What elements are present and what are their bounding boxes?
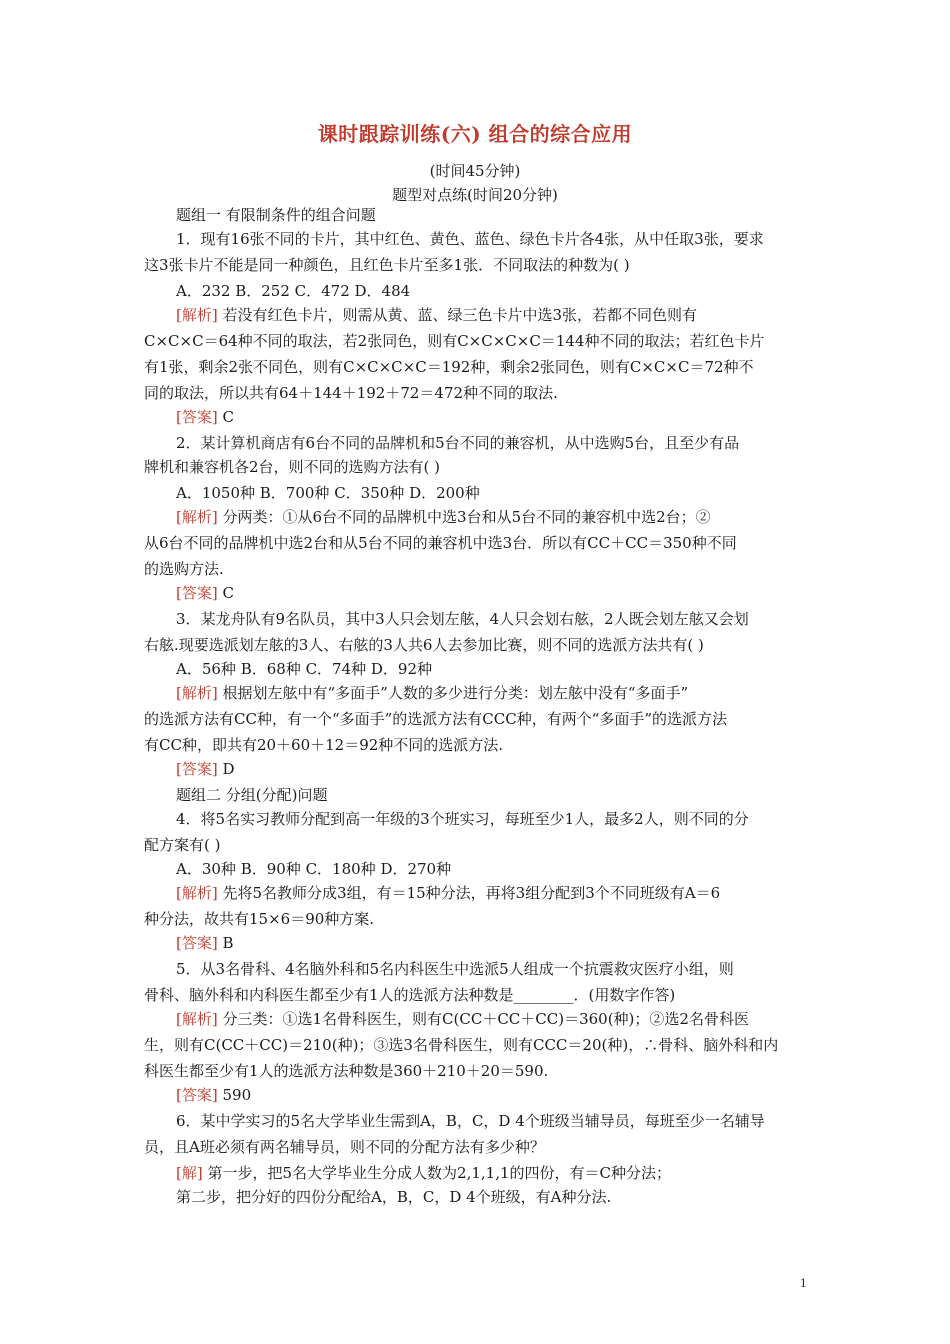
line-text: 配方案有( ) xyxy=(144,836,221,854)
text-line xyxy=(144,560,808,578)
solution-line xyxy=(176,508,808,526)
line-text: A．56种 B．68种 C．74种 D．92种 xyxy=(176,660,433,678)
solution-tag: [解析] xyxy=(176,306,218,324)
line-text: 从6台不同的品牌机中选2台和从5台不同的兼容机中选3台．所以有CC＋CC＝350种不同 xyxy=(144,534,737,552)
solution-line xyxy=(176,306,808,324)
text-line xyxy=(144,534,808,552)
text-line xyxy=(176,960,808,978)
line-text: 根据划左舷中有“多面手”人数的多少进行分类：划左舷中没有“多面手” xyxy=(217,684,689,702)
solution-tag: [解析] xyxy=(176,508,218,526)
line-text: 分三类：①选1名骨科医生，则有C(CC＋CC＋CC)＝360(种)；②选2名骨科医 xyxy=(217,1010,749,1028)
line-text: 有1张，剩余2张不同色，则有C×C×C×C＝192种，剩余2张同色，则有C×C×C＝72种不 xyxy=(144,358,754,376)
line-text: B xyxy=(217,934,234,952)
solution-tag: [答案] xyxy=(176,408,218,426)
line-text: 题组二 分组(分配)问题 xyxy=(176,786,328,804)
line-text: 2．某计算机商店有6台不同的品牌机和5台不同的兼容机，从中选购5台，且至少有品 xyxy=(176,434,740,452)
line-text: 种分法，故共有15×6＝90种方案. xyxy=(144,910,375,928)
line-text: 第一步，把5名大学毕业生分成人数为2,1,1,1的四份，有＝C种分法； xyxy=(202,1164,671,1182)
text-line xyxy=(144,710,808,728)
solution-line xyxy=(176,1010,808,1028)
line-text: 的选派方法有CC种，有一个“多面手”的选派方法有CCC种，有两个“多面手”的选派方法 xyxy=(144,710,728,728)
text-line xyxy=(176,610,808,628)
text-line xyxy=(176,434,808,452)
solution-tag: [解] xyxy=(176,1164,203,1182)
line-text: 这3张卡片不能是同一种颜色，且红色卡片至多1张．不同取法的种数为( ) xyxy=(144,256,630,274)
text-line xyxy=(144,1138,808,1156)
line-text: A．30种 B．90种 C．180种 D．270种 xyxy=(176,860,452,878)
solution-line xyxy=(176,584,808,602)
solution-line xyxy=(176,884,808,902)
text-line xyxy=(176,1188,808,1206)
line-text: C×C×C＝64种不同的取法，若2张同色，则有C×C×C×C＝144种不同的取法；若红色卡片 xyxy=(144,332,765,350)
line-text: 右舷.现要选派划左舷的3人、右舷的3人共6人去参加比赛，则不同的选派方法共有( ) xyxy=(144,636,704,654)
page-number: 1 xyxy=(800,1275,807,1290)
text-line xyxy=(144,986,808,1004)
line-text: 科医生都至少有1人的选派方法种数是360＋210＋20＝590. xyxy=(144,1062,549,1080)
line-text: A．232 B．252 C．472 D．484 xyxy=(176,282,411,300)
line-text: 题组一 有限制条件的组合问题 xyxy=(176,206,376,224)
line-text: 的选购方法. xyxy=(144,560,224,578)
text-line xyxy=(144,1062,808,1080)
solution-tag: [答案] xyxy=(176,584,218,602)
line-text: C xyxy=(217,408,234,426)
text-line xyxy=(144,636,808,654)
line-text: 1．现有16张不同的卡片，其中红色、黄色、蓝色、绿色卡片各4张，从中任取3张，要求 xyxy=(176,230,764,248)
text-line xyxy=(176,810,808,828)
text-line xyxy=(144,736,808,754)
text-line xyxy=(144,1036,808,1054)
line-text: 员，且A班必须有两名辅导员，则不同的分配方法有多少种？ xyxy=(144,1138,545,1156)
solution-line xyxy=(176,684,808,702)
solution-tag: [解析] xyxy=(176,684,218,702)
line-text: 牌机和兼容机各2台，则不同的选购方法有( ) xyxy=(144,458,441,476)
section-title: 题型对点练(时间20分钟) xyxy=(392,186,558,204)
line-text: 590 xyxy=(217,1086,252,1104)
solution-tag: [答案] xyxy=(176,1086,218,1104)
line-text: 6．某中学实习的5名大学毕业生需到A，B，C，D 4个班级当辅导员，每班至少一名辅导 xyxy=(176,1112,765,1130)
text-line xyxy=(144,256,808,274)
text-line xyxy=(144,458,808,476)
line-text: 5．从3名骨科、4名脑外科和5名内科医生中选派5人组成一个抗震救灾医疗小组，则 xyxy=(176,960,734,978)
solution-line xyxy=(176,1164,808,1182)
line-text: A．1050种 B．700种 C．350种 D．200种 xyxy=(176,484,480,502)
text-line xyxy=(176,484,808,502)
line-text: 骨科、脑外科和内科医生都至少有1人的选派方法种数是________．(用数字作答) xyxy=(144,986,676,1004)
solution-line xyxy=(176,1086,808,1104)
solution-line xyxy=(176,408,808,426)
time-note: (时间45分钟) xyxy=(429,162,521,180)
line-text: 生，则有C(CC＋CC)＝210(种)；③选3名骨科医生，则有CCC＝20(种)，∴骨科、脑外科和内 xyxy=(144,1036,779,1054)
text-line xyxy=(144,836,808,854)
text-line xyxy=(176,230,808,248)
text-line xyxy=(144,384,808,402)
line-text: 分两类：①从6台不同的品牌机中选3台和从5台不同的兼容机中选2台；② xyxy=(217,508,711,526)
line-text: D xyxy=(217,760,235,778)
text-line xyxy=(176,206,808,224)
text-line xyxy=(176,660,808,678)
text-line xyxy=(144,910,808,928)
line-text: 先将5名教师分成3组，有＝15种分法，再将3组分配到3个不同班级有A＝6 xyxy=(217,884,721,902)
line-text: C xyxy=(217,584,234,602)
text-line xyxy=(176,786,808,804)
text-line xyxy=(176,860,808,878)
solution-tag: [答案] xyxy=(176,934,218,952)
line-text: 同的取法，所以共有64＋144＋192＋72＝472种不同的取法. xyxy=(144,384,558,402)
line-text: 有CC种，即共有20＋60＋12＝92种不同的选派方法. xyxy=(144,736,504,754)
solution-tag: [解析] xyxy=(176,884,218,902)
line-text: 4．将5名实习教师分配到高一年级的3个班实习，每班至少1人，最多2人，则不同的分 xyxy=(176,810,749,828)
text-line xyxy=(176,1112,808,1130)
line-text: 3．某龙舟队有9名队员，其中3人只会划左舷，4人只会划右舷，2人既会划左舷又会划 xyxy=(176,610,749,628)
document-title: 课时跟踪训练(六) 组合的综合应用 xyxy=(317,122,633,146)
solution-tag: [答案] xyxy=(176,760,218,778)
line-text: 若没有红色卡片，则需从黄、蓝、绿三色卡片中选3张，若都不同色则有 xyxy=(217,306,698,324)
solution-line xyxy=(176,934,808,952)
solution-line xyxy=(176,760,808,778)
text-line xyxy=(144,358,808,376)
text-line xyxy=(176,282,808,300)
text-line xyxy=(144,332,808,350)
solution-tag: [解析] xyxy=(176,1010,218,1028)
line-text: 第二步，把分好的四份分配给A，B，C，D 4个班级，有A种分法. xyxy=(176,1188,612,1206)
